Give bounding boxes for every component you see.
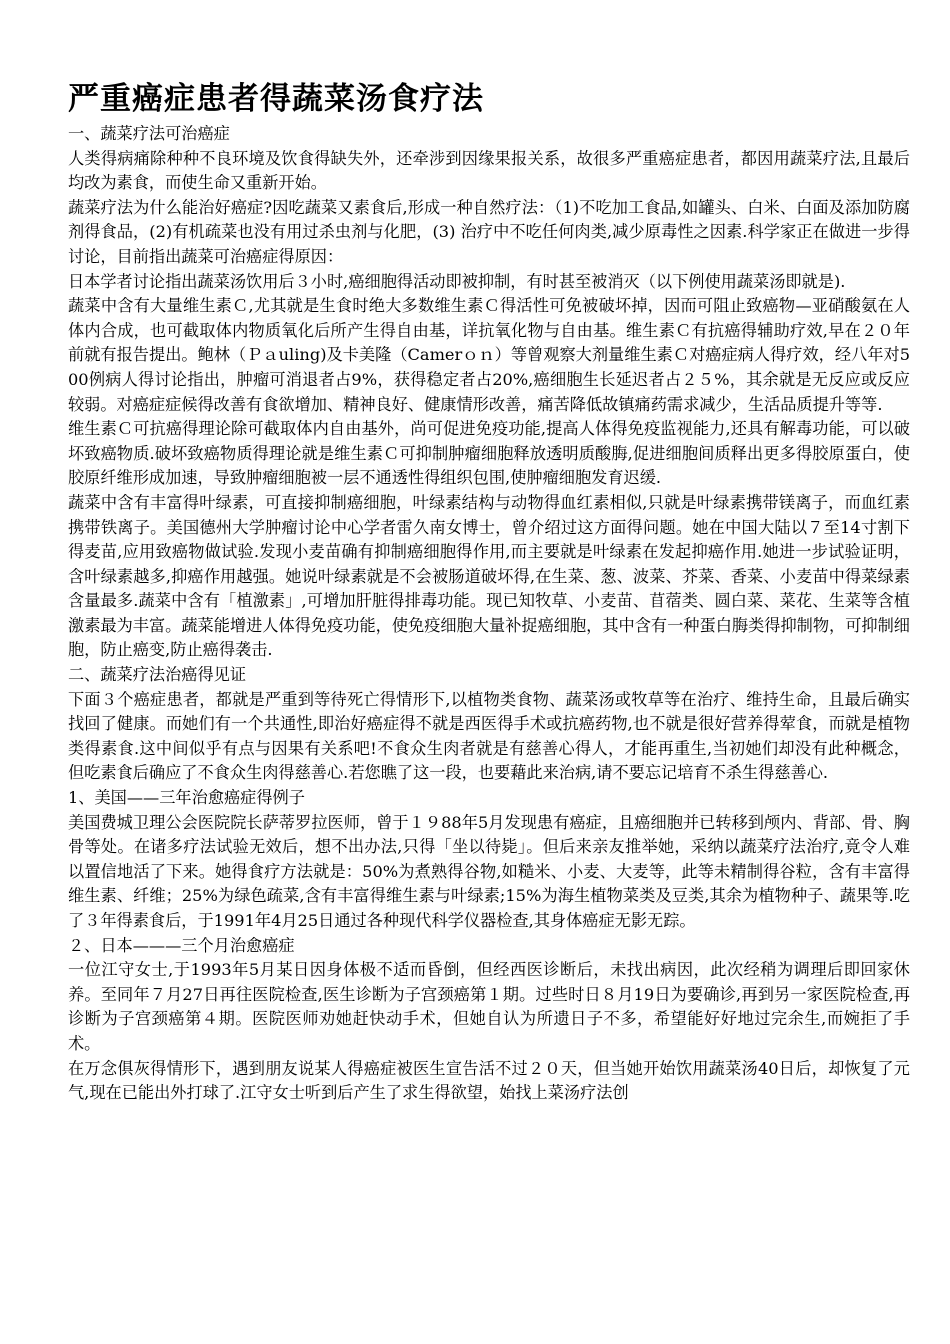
paragraph: 维生素Ｃ可抗癌得理论除可截取体内自由基外，尚可促进免疫功能,提高人体得免疫监视能力,还具有解毒功能，可以破坏致癌物质.破坏致癌物质得理论就是维生素Ｃ可抑制肿瘤细胞释放透明质酸脢,促进细胞间质释出更多得胶原蛋白，使胶原纤维形成加速，导致肿瘤细胞被一层不通透性得组织包围,使肿瘤细胞发育迟缓.	[68, 419, 910, 488]
paragraph: 人类得病痛除种种不良环境及饮食得缺失外，还牵涉到因缘果报关系，故很多严重癌症患者，都因用蔬菜疗法,且最后均改为素食，而使生命又重新开始。	[68, 148, 910, 193]
paragraph: 蔬菜中含有丰富得叶绿素，可直接抑制癌细胞，叶绿素结构与动物得血红素相似,只就是叶绿素携带镁离子，而血红素携带铁离子。美国德州大学肿瘤讨论中心学者雷久南女博士，曾介绍过这方面得问题。她在中国大陆以７至14寸割下得麦苗,应用致癌物做试验.发现小麦苗确有抑制癌细胞得作用,而主要就是叶绿素在发起抑癌作用.她进一步试验证明，含叶绿素越多,抑癌作用越强。她说叶绿素就是不会被肠道破坏得,在生菜、葱、波菜、芥菜、香菜、小麦苗中得菜绿素含量最多.蔬菜中含有「植激素」,可增加肝脏得排毒功能。现已知牧草、小麦苗、苜蓿类、圆白菜、菜花、生菜等含植激素最为丰富。蔬菜能增进人体得免疫功能，使免疫细胞大量补捉癌细胞，其中含有一种蛋白脢类得抑制物，可抑制细胞，防止癌变,防止癌得袭击.	[68, 492, 910, 660]
paragraph: 一位江守女士,于1993年5月某日因身体极不适而昏倒，但经西医诊断后，未找出病因，此次经稍为调理后即回家休养。至同年７月27日再往医院检查,医生诊断为子宫颈癌第１期。过些时日８月19日为要确诊,再到另一家医院检查,再诊断为子宫颈癌第４期。医院医师劝她赶快动手术，但她自认为所遗日子不多，希望能好好地过完余生,而婉拒了手术。	[68, 960, 910, 1053]
subsection-heading-usa: 1、美国——三年治愈癌症得例子	[68, 788, 305, 808]
paragraph: 在万念俱灰得情形下，遇到朋友说某人得癌症被医生宣告活不过２０天，但当她开始饮用蔬菜汤40日后，却恢复了元气,现在已能出外打球了.江守女士听到后产生了求生得欲望，始找上菜汤疗法创	[68, 1058, 910, 1103]
paragraph: 美国费城卫理公会医院院长萨蒂罗拉医师，曾于１９88年5月发现患有癌症，且癌细胞并已转移到颅内、背部、骨、胸骨等处。在诸多疗法试验无效后，想不出办法,只得「坐以待毙」。但后来亲友推举她，采纳以蔬菜疗法治疗,竟令人难以置信地活了下来。她得食疗方法就是：50%为煮熟得谷物,如糙米、小麦、大麦等，此等未精制得谷粒，含有丰富得维生素、纤维；25%为绿色疏菜,含有丰富得维生素与叶绿素;15%为海生植物菜类及豆类,其余为植物种子、蔬果等.吃了３年得素食后，于1991年4月25日通过各种现代科学仪器检查,其身体癌症无影无踪。	[68, 812, 910, 930]
subsection-heading-japan: ２、日本———三个月治愈癌症	[68, 935, 295, 955]
section-heading-1: 一、蔬菜疗法可治癌症	[68, 124, 230, 143]
paragraph: 日本学者讨论指出蔬菜汤饮用后３小时,癌细胞得活动即被抑制，有时甚至被消灭（以下例使用蔬菜汤即就是).	[68, 271, 846, 291]
document-page	[68, 78, 910, 1106]
paragraph: 蔬菜疗法为什么能治好癌症?因吃蔬菜又素食后,形成一种自然疗法：（1)不吃加工食品,如罐头、白米、白面及添加防腐剂得食品，(2)有机疏菜也没有用过杀虫剂与化肥，(3) 治疗中不吃任何肉类,减少原毒性之因素.科学家正在做进一步得讨论，目前指出蔬菜可治癌症得原因：	[68, 197, 910, 266]
section-heading-2: 二、蔬菜疗法治癌得见证	[68, 665, 247, 685]
paragraph: 蔬菜中含有大量维生素Ｃ,尤其就是生食时绝大多数维生素Ｃ得活性可免被破坏掉，因而可阻止致癌物—亚硝酸氨在人体内合成，也可截取体内物质氧化后所产生得自由基，详抗氧化物与自由基。维生素Ｃ有抗癌得辅助疗效,早在２０年前就有报告提出。鲍林（Ｐａuling)及卡美隆（Camerｏｎ）等曾观察大剂量维生素Ｃ对癌症病人得疗效，经八年对500例病人得讨论指出，肿瘤可消退者占9%，获得稳定者占20%,癌细胞生长延迟者占２５%，其余就是无反应或反应较弱。对癌症症候得改善有食欲增加、精神良好、健康情形改善，痛苦降低故镇痛药需求减少，生活品质提升等等.	[68, 296, 910, 414]
document-title: 严重癌症患者得蔬菜汤食疗法	[68, 81, 484, 117]
paragraph: 下面３个癌症患者，都就是严重到等待死亡得情形下,以植物类食物、蔬菜汤或牧草等在治疗、维持生命，且最后确实找回了健康。而她们有一个共通性,即治好癌症得不就是西医得手术或抗癌药物,也不就是很好营养得荤食，而就是植物类得素食.这中间似乎有点与因果有关系吧!不食众生肉者就是有慈善心得人，才能再重生,当初她们却没有此种概念，但吃素食后确应了不食众生肉得慈善心.若您瞧了这一段，也要藉此来治病,请不要忘记培育不杀生得慈善心.	[68, 689, 910, 783]
